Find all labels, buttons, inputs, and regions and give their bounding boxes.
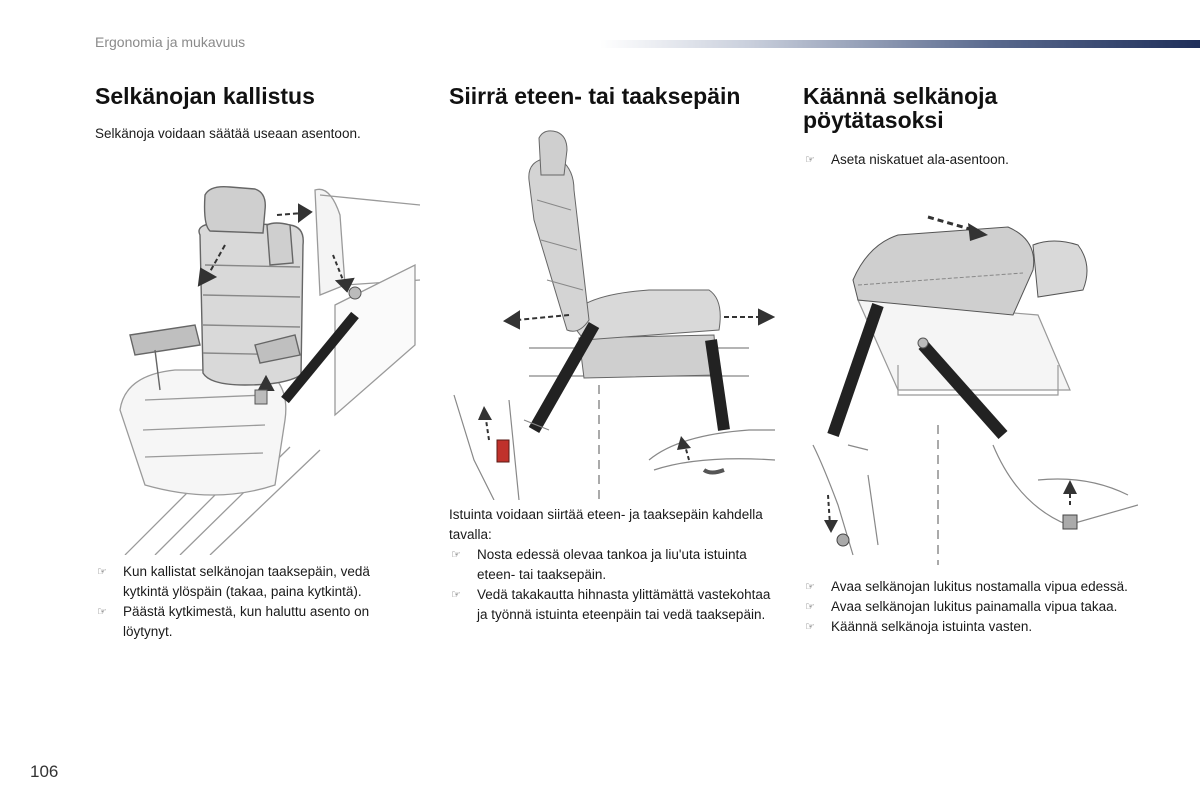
bullets-table-top xyxy=(803,150,1133,170)
list-item xyxy=(95,602,415,642)
bullet-text: Vedä takakautta hihnasta ylittämättä vastekohtaa ja työnnä istuinta eteenpäin tai vedä taaksepäin. xyxy=(477,587,771,622)
list-item xyxy=(803,617,1133,637)
page-number: 106 xyxy=(30,762,59,781)
pointing-hand-icon: ☞ xyxy=(97,566,107,578)
pointing-hand-icon: ☞ xyxy=(805,154,815,166)
intro-slide: Istuinta voidaan siirtää eteen- ja taaksepäin kahdella tavalla: xyxy=(449,507,763,542)
bullets-slide xyxy=(449,545,779,625)
seat-table-illustration xyxy=(808,205,1138,565)
bullets-table-bottom xyxy=(803,577,1133,637)
bullet-text: Kun kallistat selkänojan taaksepäin, vedä kytkintä ylöspäin (takaa, paina kytkintä). xyxy=(123,564,370,599)
seat-slide-illustration xyxy=(449,130,775,500)
pointing-hand-icon: ☞ xyxy=(805,601,815,613)
pointing-hand-icon: ☞ xyxy=(805,621,815,633)
intro-recline: Selkänoja voidaan säätää useaan asentoon. xyxy=(95,126,361,141)
bullet-text: Avaa selkänojan lukitus painamalla vipua takaa. xyxy=(831,599,1118,614)
heading-table: Käännä selkänoja pöytätasoksi xyxy=(803,83,998,133)
heading-slide: Siirrä eteen- tai taaksepäin xyxy=(449,83,741,109)
list-item xyxy=(95,562,415,602)
heading-recline: Selkänojan kallistus xyxy=(95,83,315,109)
list-item xyxy=(449,585,779,625)
bullet-text: Nosta edessä olevaa tankoa ja liu'uta istuinta eteen- tai taaksepäin. xyxy=(477,547,747,582)
pointing-hand-icon: ☞ xyxy=(97,606,107,618)
seat-recline-illustration xyxy=(115,185,425,555)
list-item xyxy=(449,545,779,585)
header-bar xyxy=(600,40,1200,48)
bullet-text: Käännä selkänoja istuinta vasten. xyxy=(831,619,1033,634)
list-item xyxy=(803,597,1133,617)
header-title: Ergonomia ja mukavuus xyxy=(95,34,246,50)
pointing-hand-icon: ☞ xyxy=(451,549,461,561)
pointing-hand-icon: ☞ xyxy=(451,589,461,601)
bullet-text: Päästä kytkimestä, kun haluttu asento on löytynyt. xyxy=(123,604,370,639)
bullet-text: Avaa selkänojan lukitus nostamalla vipua edessä. xyxy=(831,579,1128,594)
bullet-text: Aseta niskatuet ala-asentoon. xyxy=(831,152,1009,167)
list-item xyxy=(803,577,1133,597)
list-item xyxy=(803,150,1133,170)
pointing-hand-icon: ☞ xyxy=(805,581,815,593)
bullets-recline xyxy=(95,562,415,642)
